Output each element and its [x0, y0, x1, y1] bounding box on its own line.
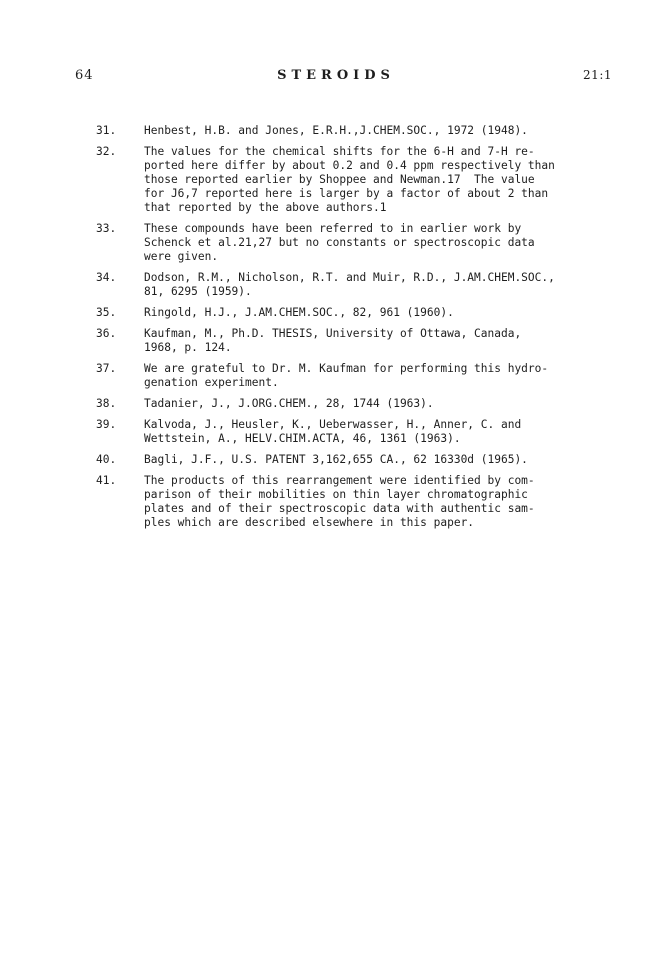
reference-text: [144, 306, 596, 320]
reference-item: [96, 145, 596, 215]
reference-item: [96, 327, 596, 355]
reference-line: were given.: [144, 250, 219, 263]
reference-line: Henbest, H.B. and Jones, E.R.H.,J.CHEM.SOC., 1972 (1948).: [144, 124, 528, 137]
reference-line: Wettstein, A., HELV.CHIM.ACTA, 46, 1361 (1963).: [144, 432, 461, 445]
reference-number: 37.: [96, 362, 117, 375]
reference-text: [144, 453, 596, 467]
reference-line: Ringold, H.J., J.AM.CHEM.SOC., 82, 961 (1960).: [144, 306, 454, 319]
reference-item: [96, 271, 596, 299]
header-right-mark: 21:1: [583, 68, 612, 82]
reference-item: [96, 362, 596, 390]
reference-number: 38.: [96, 397, 117, 410]
reference-line: for J6,7 reported here is larger by a factor of about 2 than: [144, 187, 549, 200]
reference-number: 34.: [96, 271, 117, 284]
reference-line: Kalvoda, J., Heusler, K., Ueberwasser, H., Anner, C. and: [144, 418, 522, 431]
reference-item: [96, 418, 596, 446]
reference-number: 33.: [96, 222, 117, 235]
reference-number: 32.: [96, 145, 117, 158]
reference-item: [96, 124, 596, 138]
reference-number: 41.: [96, 474, 117, 487]
reference-number: 36.: [96, 327, 117, 340]
reference-text: [144, 327, 596, 355]
reference-text: [144, 124, 596, 138]
reference-text: [144, 222, 596, 264]
reference-list: [96, 124, 596, 537]
page-number: 64: [75, 68, 94, 83]
reference-line: Tadanier, J., J.ORG.CHEM., 28, 1744 (1963).: [144, 397, 434, 410]
reference-line: The values for the chemical shifts for the 6-H and 7-H re-: [144, 145, 535, 158]
reference-item: [96, 306, 596, 320]
reference-line: 1968, p. 124.: [144, 341, 232, 354]
reference-line: those reported earlier by Shoppee and Newman.17 The value: [144, 173, 535, 186]
reference-item: [96, 222, 596, 264]
reference-line: that reported by the above authors.1: [144, 201, 387, 214]
reference-text: [144, 474, 596, 530]
reference-line: Schenck et al.21,27 but no constants or spectroscopic data: [144, 236, 535, 249]
reference-line: genation experiment.: [144, 376, 279, 389]
reference-item: [96, 474, 596, 530]
reference-line: parison of their mobilities on thin layer chromatographic: [144, 488, 528, 501]
reference-number: 35.: [96, 306, 117, 319]
reference-text: [144, 362, 596, 390]
reference-line: We are grateful to Dr. M. Kaufman for performing this hydro-: [144, 362, 549, 375]
reference-item: [96, 397, 596, 411]
running-title: STEROIDS: [277, 68, 395, 83]
reference-text: [144, 145, 596, 215]
reference-line: Bagli, J.F., U.S. PATENT 3,162,655 CA., 62 16330d (1965).: [144, 453, 528, 466]
reference-line: plates and of their spectroscopic data with authentic sam-: [144, 502, 535, 515]
reference-text: [144, 397, 596, 411]
reference-line: Kaufman, M., Ph.D. THESIS, University of Ottawa, Canada,: [144, 327, 522, 340]
reference-number: 40.: [96, 453, 117, 466]
reference-line: ples which are described elsewhere in this paper.: [144, 516, 475, 529]
reference-line: 81, 6295 (1959).: [144, 285, 252, 298]
page-header: [0, 68, 672, 88]
reference-line: The products of this rearrangement were identified by com-: [144, 474, 535, 487]
reference-line: These compounds have been referred to in earlier work by: [144, 222, 522, 235]
reference-number: 39.: [96, 418, 117, 431]
reference-item: [96, 453, 596, 467]
reference-line: ported here differ by about 0.2 and 0.4 ppm respectively than: [144, 159, 555, 172]
reference-line: Dodson, R.M., Nicholson, R.T. and Muir, R.D., J.AM.CHEM.SOC.,: [144, 271, 555, 284]
reference-text: [144, 271, 596, 299]
reference-text: [144, 418, 596, 446]
reference-number: 31.: [96, 124, 117, 137]
